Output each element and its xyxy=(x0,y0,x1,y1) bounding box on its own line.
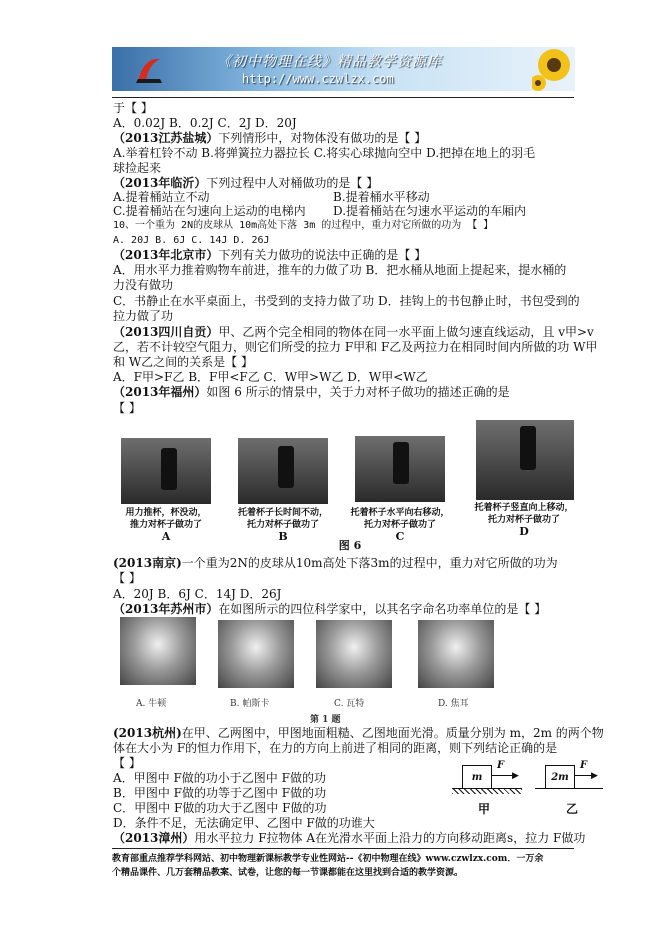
banner-url[interactable]: http://www.czwlzx.com xyxy=(242,72,394,86)
header-banner xyxy=(112,47,575,91)
cup-icon xyxy=(278,446,294,488)
question-line xyxy=(113,176,378,190)
portrait-newton xyxy=(120,617,196,685)
question-source: （2013年福州） xyxy=(113,385,207,399)
footer-line: 个精品课件、几万套精品教案、试卷，让您的每一节课都能在这里找到合适的教学资源。 xyxy=(112,868,464,878)
question-source: (2013杭州) xyxy=(113,726,182,740)
text-line: 力没有做功 xyxy=(113,278,174,292)
cup-icon xyxy=(520,426,536,470)
options-line: A. 20J B. 6J C. 14J D. 26J xyxy=(113,235,270,246)
question-source: （2013年北京市） xyxy=(113,248,219,262)
scientist-caption: D. 焦耳 xyxy=(438,699,469,709)
question-text: 在甲、乙两图中，甲图地面粗糙、乙图地面光滑。质量分别为 m，2m 的两个物 xyxy=(181,726,604,740)
question-source: （2013漳州） xyxy=(113,831,195,845)
ground-hatch xyxy=(452,789,522,794)
option-c: C.提着桶站在匀速向上运动的电梯内 xyxy=(113,204,306,218)
ground-line xyxy=(535,788,603,789)
options-line: 球捡起来 xyxy=(113,161,162,175)
options-line: A．20J B．6J C．14J D．26J xyxy=(113,587,282,601)
question-source: （2013年苏州市） xyxy=(113,602,219,616)
figure-caption-d: 托着杯子竖直向上移动， 托力对杯子做功了 D xyxy=(474,503,574,538)
force-label: F xyxy=(497,760,505,771)
question-line xyxy=(113,248,426,262)
figure-6-label: 图 6 xyxy=(338,539,362,552)
question-line xyxy=(113,602,546,616)
question-line xyxy=(113,726,604,740)
question-line xyxy=(113,556,558,570)
options-line: A．0.02J B．0.2J C．2J D．20J xyxy=(113,116,297,130)
figure-caption-c: 托着杯子水平向右移动， 托力对杯子做功了 C xyxy=(350,508,450,543)
text-line: C．书静止在水平桌面上，书受到的支持力做了功 D．挂钩上的书包静止时，书包受到的 xyxy=(113,294,580,308)
figure-label: 第 1 题 xyxy=(310,715,341,725)
option-a: A．甲图中 F做的功小于乙图中 F做的功 xyxy=(113,771,326,785)
question-text: 下列过程中人对桶做功的是【 】 xyxy=(206,176,379,190)
options-line: A.举着杠铃不动 B.将弹簧拉力器拉长 C.将实心球抛向空中 D.把掉在地上的羽毛 xyxy=(113,146,536,160)
question-line xyxy=(113,385,510,399)
question-text: 用水平拉力 F拉物体 A在光滑水平面上沿力的方向移动距离s，拉力 F做功 xyxy=(194,831,586,845)
option-c: C．甲图中 F做的功大于乙图中 F做的功 xyxy=(113,801,327,815)
question-text: 在如图所示的四位科学家中，以其名字命名功率单位的是【 】 xyxy=(218,602,547,616)
text-line: 拉力做了功 xyxy=(113,309,174,323)
force-label: F xyxy=(580,760,588,771)
block-2m: 2m xyxy=(545,765,575,789)
answer-bracket: 【 】 xyxy=(113,571,141,585)
figure-label-yi: 乙 xyxy=(566,802,579,816)
question-text: 下列有关力做功的说法中正确的是【 】 xyxy=(218,248,427,262)
question-text: 甲、乙两个完全相同的物体在同一水平面上做匀速直线运动，且 v甲>v xyxy=(218,325,594,339)
sunflower-icon xyxy=(532,47,572,91)
footer-line: 教育部重点推荐学科网站、初中物理新课标教学专业性网站--《初中物理在线》www.czwlzx.com．一万余 xyxy=(112,854,544,864)
text-line: 乙，若不计较空气阻力，则它们所受的拉力 F甲和 F乙及两拉力在相同时间内所做的功 W甲 xyxy=(113,340,598,354)
option-a: A.提着桶站立不动 xyxy=(113,190,210,204)
footer-divider xyxy=(112,848,574,849)
option-d: D.提着桶站在匀速水平运动的车厢内 xyxy=(333,204,527,218)
answer-bracket: 【 】 xyxy=(113,401,141,415)
scientist-caption: A. 牛顿 xyxy=(136,699,167,709)
figure-photo-b xyxy=(238,438,328,504)
option-d: D．条件不足，无法确定甲、乙图中 F做的功谁大 xyxy=(113,816,375,830)
figure-label-jia: 甲 xyxy=(478,802,491,816)
question-text: 一个重为2N的皮球从10m高处下落3m的过程中，重力对它所做的功为 xyxy=(181,556,558,570)
figure-caption-b: 托着杯子长时间不动， 托力对杯子做功了 B xyxy=(237,508,328,543)
scientist-caption: C. 瓦特 xyxy=(334,699,365,709)
question-line: 10、一个重为 2N的皮球从 10m高处下落 3m 的过程中，重力对它所做的功为 【 】 xyxy=(113,220,494,231)
figure-caption-a: 用力推杯，杯没动， 推力对杯子做功了 A xyxy=(125,508,207,543)
text-line: A．用水平力推着购物车前进，推车的力做了功 B．把水桶从地面上提起来，提水桶的 xyxy=(113,263,567,277)
text-line: 体在大小为 F的恒力作用下，在力的方向上前进了相同的距离，则下列结论正确的是 xyxy=(113,741,558,755)
answer-bracket: 【 】 xyxy=(113,756,141,770)
figure-photo-a xyxy=(121,438,211,504)
option-b: B．甲图中 F做的功等于乙图中 F做的功 xyxy=(113,786,327,800)
scientist-caption: B. 帕斯卡 xyxy=(230,699,270,709)
portrait-watt xyxy=(316,620,392,688)
block-m: m xyxy=(462,765,492,789)
question-text: 下列情形中，对物体没有做功的是【 】 xyxy=(218,131,427,145)
cup-icon xyxy=(161,448,177,490)
text-line: 和 W乙之间的关系是【 】 xyxy=(113,355,253,369)
question-source: （2013四川自贡） xyxy=(113,325,219,339)
question-source: （2013年临沂） xyxy=(113,176,207,190)
arrowhead-icon: ▶ xyxy=(591,771,598,781)
header-divider xyxy=(112,97,574,98)
arrowhead-icon: ▶ xyxy=(512,771,519,781)
portrait-pascal xyxy=(218,620,294,688)
question-text: 如图 6 所示的情景中，关于力对杯子做功的描述正确的是 xyxy=(206,385,510,399)
question-line xyxy=(113,131,426,145)
figure-photo-d xyxy=(476,420,574,500)
cup-icon xyxy=(393,442,409,484)
figure-photo-c xyxy=(355,436,445,502)
portrait-joule xyxy=(418,620,494,688)
question-line xyxy=(113,325,594,339)
logo-icon xyxy=(134,53,164,85)
option-b: B.提着桶水平移动 xyxy=(333,190,430,204)
question-line xyxy=(113,831,585,845)
banner-title: 《初中物理在线》精品教学资源库 xyxy=(217,54,442,70)
options-line: A．F甲>F乙 B．F甲<F乙 C．W甲>W乙 D．W甲<W乙 xyxy=(113,370,428,384)
text-line: 于【 】 xyxy=(113,101,153,115)
question-source: （2013江苏盐城） xyxy=(113,131,219,145)
question-source: (2013南京) xyxy=(113,556,182,570)
